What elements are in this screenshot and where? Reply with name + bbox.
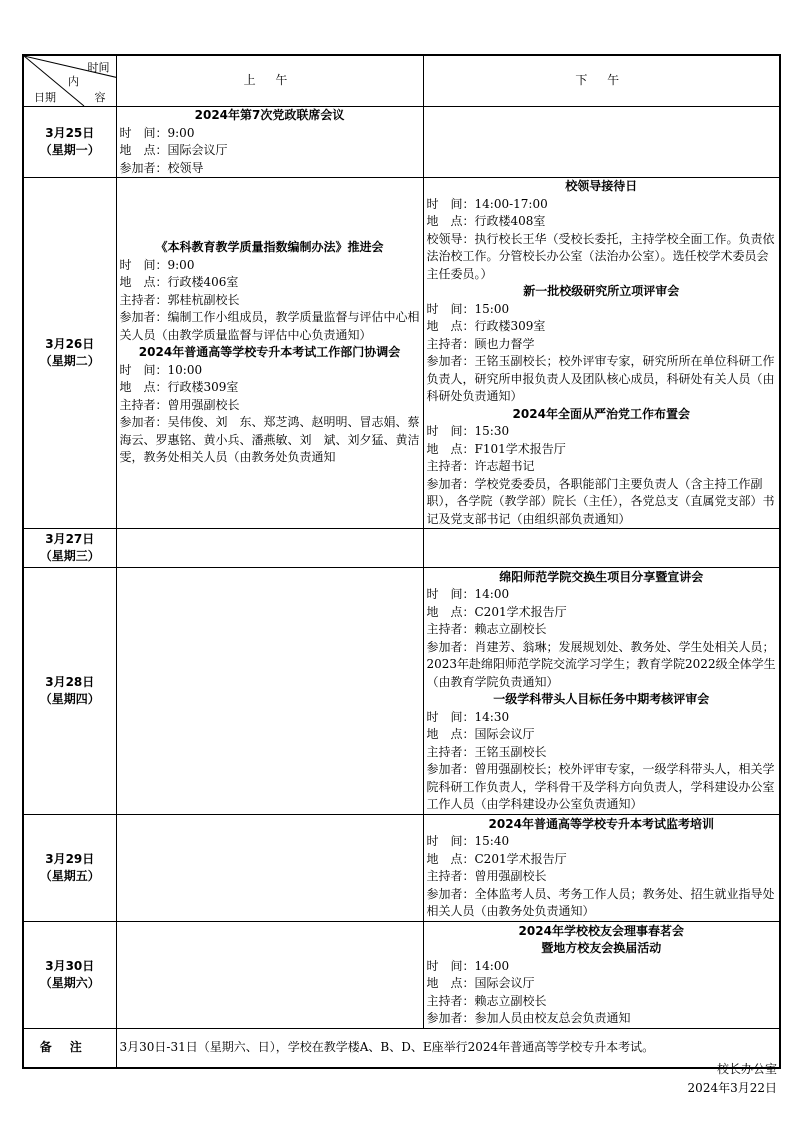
day-row — [23, 178, 780, 529]
diagonal-header-cell — [23, 55, 116, 107]
diag-time-label: 时间 — [87, 61, 110, 74]
event-detail-line: 主持者：曾用强副校长 — [119, 397, 240, 412]
weekday-label: （星期四） — [39, 692, 100, 706]
event-detail-line: 参加者：学校党委委员，各职能部门主要负责人（含主持工作副职），各学院（教学部）院长（主任），各党总支（直属党支部）书记及党支部书记（由组织部负责通知） — [426, 476, 775, 526]
pm-cell — [423, 922, 780, 1029]
event-title: 2024年全面从严治党工作布置会 — [512, 406, 690, 421]
event-detail-line: 参加者：全体监考人员、考务工作人员；教务处、招生就业指导处相关人员（由教务处负责通知） — [426, 886, 775, 918]
diag-date-label: 日期 — [34, 91, 56, 104]
weekday-label: （星期六） — [39, 976, 100, 990]
event-detail-line: 地 点：国际会议厅 — [426, 976, 535, 990]
pm-cell — [423, 107, 780, 178]
event-detail-line: 地 点：C201学术报告厅 — [426, 604, 567, 619]
weekday-label: （星期一） — [39, 143, 100, 157]
diag-content-label-2: 容 — [94, 91, 106, 104]
event-detail-line: 时 间：15:30 — [426, 424, 510, 438]
weekday-label: （星期三） — [39, 549, 100, 563]
day-row — [23, 922, 780, 1029]
event-detail-line: 参加者：肖建芳、翁琳；发展规划处、教务处、学生处相关人员；2023年赴绵阳师范学院交流学习学生；教育学院2022级全体学生（由教育学院负责通知） — [426, 639, 776, 689]
event-block — [427, 283, 777, 406]
date-label: 3月28日 — [45, 674, 95, 689]
pm-cell — [423, 178, 780, 529]
event-detail-line: 参加者：校领导 — [119, 160, 204, 175]
event-detail-line: 参加者：吴伟俊、刘 东、郑芝鸿、赵明明、冒志娟、蔡海云、罗惠铭、黄小兵、潘燕敏、刘 斌、刘夕猛、黄洁雯，教务处相关人员（由教务处负责通知 — [119, 415, 420, 465]
date-label: 3月27日 — [45, 531, 95, 546]
event-detail-line: 主持者：曾用强副校长 — [426, 869, 547, 883]
am-cell — [116, 529, 423, 568]
event-title-line2: 暨地方校友会换届活动 — [541, 941, 662, 955]
event-detail-line: 地 点：行政楼309室 — [426, 319, 546, 333]
date-cell — [23, 178, 116, 529]
event-detail-line: 时 间：15:00 — [426, 301, 510, 316]
event-detail-line: 主持者：赖志立副校长 — [426, 622, 547, 636]
am-header: 上 午 — [116, 55, 423, 107]
event-detail-line: 时 间：14:00-17:00 — [426, 196, 548, 211]
event-detail-line: 参加者：参加人员由校友总会负责通知 — [426, 1011, 631, 1025]
date-cell — [23, 815, 116, 922]
remark-row — [23, 1029, 780, 1069]
event-detail-line: 参加者：曾用强副校长；校外评审专家，一级学科带头人，相关学院科研工作负责人，学科骨干及学科方向负责人，学科建设办公室工作人员（由学科建设办公室负责通知） — [426, 762, 775, 811]
event-detail-line: 地 点：行政楼408室 — [426, 214, 546, 228]
event-title: 新一批校级研究所立项评审会 — [523, 284, 680, 298]
event-block — [120, 239, 420, 344]
schedule-body — [23, 107, 780, 1069]
pm-header: 下 午 — [423, 55, 780, 107]
event-title: 2024年第7次党政联席会议 — [194, 108, 345, 122]
event-block — [120, 107, 420, 177]
event-title: 校领导接待日 — [565, 179, 638, 193]
remark-label: 备注 — [39, 1040, 100, 1055]
date-label: 3月30日 — [45, 958, 95, 973]
event-detail-line: 地 点：F101学术报告厅 — [426, 441, 566, 456]
event-detail-line: 主持者：王铭玉副校长 — [426, 744, 547, 759]
event-detail-line: 参加者：编制工作小组成员，教学质量监督与评估中心相关人员（由教学质量监督与评估中心负责通知） — [119, 310, 420, 342]
event-title: 2024年普通高等学校专升本考试监考培训 — [488, 816, 714, 831]
event-detail-line: 时 间：14:00 — [426, 587, 510, 601]
date-cell — [23, 922, 116, 1029]
remark-label-cell — [23, 1029, 116, 1069]
event-detail-line: 校领导：执行校长王华（受校长委托，主持学校全面工作。负责依法治校工作。分管校长办公室（法治办公室）。选任校学术委员会主任委员。） — [426, 231, 775, 281]
event-detail-line: 主持者：郭桂杭副校长 — [119, 292, 240, 307]
footer-date: 2024年3月22日 — [687, 1081, 777, 1095]
event-title: 一级学科带头人目标任务中期考核评审会 — [493, 692, 710, 706]
footer-office: 校长办公室 — [716, 1062, 777, 1076]
weekday-label: （星期二） — [39, 354, 100, 368]
event-block — [427, 406, 777, 529]
day-row — [23, 529, 780, 568]
day-row — [23, 568, 780, 815]
event-detail-line: 时 间：9:00 — [119, 257, 195, 272]
event-detail-line: 时 间：15:40 — [426, 834, 510, 848]
event-detail-line: 参加者：王铭玉副校长；校外评审专家，研究所所在单位科研工作负责人，研究所申报负责人及团队核心成员，科研处有关人员（由科研处负责通知） — [426, 354, 775, 403]
schedule-table — [22, 54, 781, 1069]
remark-text: 3月30日-31日（星期六、日），学校在教学楼A、B、D、E座举行2024年普通高等学校专升本考试。 — [119, 1040, 655, 1055]
date-cell — [23, 568, 116, 815]
day-row — [23, 815, 780, 922]
event-detail-line: 地 点：行政楼309室 — [119, 380, 239, 395]
am-cell — [116, 815, 423, 922]
am-cell — [116, 107, 423, 178]
day-row — [23, 107, 780, 178]
event-block — [427, 178, 777, 283]
event-block — [427, 816, 777, 921]
event-detail-line: 地 点：国际会议厅 — [119, 143, 228, 157]
event-title: 2024年学校校友会理事春茗会 — [518, 923, 684, 938]
event-detail-line: 时 间：10:00 — [119, 362, 203, 377]
event-detail-line: 时 间：9:00 — [119, 125, 195, 140]
event-title: 《本科教育教学质量指数编制办法》推进会 — [155, 240, 384, 255]
am-cell — [116, 178, 423, 529]
event-detail-line: 时 间：14:00 — [426, 958, 510, 973]
am-cell — [116, 922, 423, 1029]
event-title: 绵阳师范学院交换生项目分享暨宣讲会 — [499, 569, 704, 584]
event-block — [427, 569, 777, 692]
event-block — [427, 691, 777, 814]
pm-cell — [423, 815, 780, 922]
date-label: 3月29日 — [45, 851, 95, 866]
weekday-label: （星期五） — [39, 869, 100, 883]
date-cell — [23, 529, 116, 568]
event-block — [427, 923, 777, 1028]
date-cell — [23, 107, 116, 178]
event-detail-line: 时 间：14:30 — [426, 709, 510, 724]
date-label: 3月25日 — [45, 125, 95, 140]
pm-cell — [423, 568, 780, 815]
am-cell — [116, 568, 423, 815]
event-detail-line: 主持者：顾也力督学 — [426, 336, 535, 351]
event-block — [120, 344, 420, 467]
event-title: 2024年普通高等学校专升本考试工作部门协调会 — [138, 345, 401, 360]
event-detail-line: 地 点：行政楼406室 — [119, 275, 239, 290]
event-detail-line: 地 点：C201学术报告厅 — [426, 851, 567, 866]
diag-content-label-1: 内 — [68, 75, 79, 88]
header-row — [23, 55, 780, 107]
event-detail-line: 主持者：赖志立副校长 — [426, 993, 547, 1008]
event-detail-line: 地 点：国际会议厅 — [426, 727, 535, 741]
pm-cell — [423, 529, 780, 568]
event-detail-line: 主持者：许志超书记 — [426, 459, 535, 473]
remark-text-cell — [116, 1029, 780, 1069]
date-label: 3月26日 — [45, 336, 95, 351]
